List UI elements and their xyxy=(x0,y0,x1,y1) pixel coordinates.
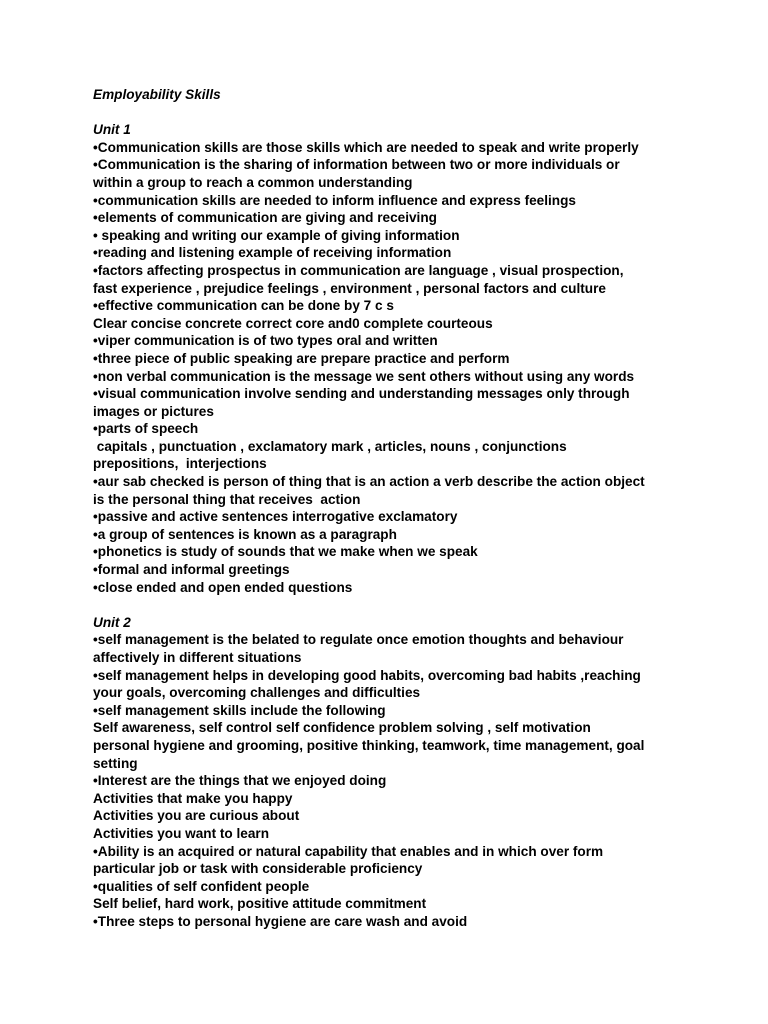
unit2-text-line: Self awareness, self control self confidence problem solving , self motivation xyxy=(93,720,591,736)
unit1-text-line: •visual communication involve sending and understanding messages only through xyxy=(93,386,630,402)
unit-1-heading: Unit 1 xyxy=(93,122,131,138)
unit2-text-line: •self management is the belated to regulate once emotion thoughts and behaviour xyxy=(93,632,624,648)
document-title: Employability Skills xyxy=(93,87,221,102)
unit1-text-line: •phonetics is study of sounds that we make when we speak xyxy=(93,544,478,560)
unit1-text-line: •a group of sentences is known as a paragraph xyxy=(93,526,397,542)
unit1-text-line: •parts of speech xyxy=(93,421,199,437)
unit1-text-line: prepositions, interjections xyxy=(93,456,267,472)
unit1-text-line: capitals , punctuation , exclamatory mark , articles, nouns , conjunctions xyxy=(93,438,567,454)
unit2-text-line: •Three steps to personal hygiene are care wash and avoid xyxy=(93,913,468,929)
unit1-text-line: within a group to reach a common understanding xyxy=(93,174,413,190)
unit1-text-line: •close ended and open ended questions xyxy=(93,579,353,595)
unit-1-content xyxy=(93,139,753,596)
unit2-text-line: •qualities of self confident people xyxy=(93,878,310,894)
unit1-text-line: •passive and active sentences interrogative exclamatory xyxy=(93,509,458,525)
unit1-text-line: fast experience , prejudice feelings , environment , personal factors and culture xyxy=(93,280,606,296)
unit2-text-line: your goals, overcoming challenges and difficulties xyxy=(93,685,421,701)
unit1-text-line: images or pictures xyxy=(93,403,214,419)
unit1-text-line: • speaking and writing our example of giving information xyxy=(93,227,460,243)
unit1-text-line: •reading and listening example of receiving information xyxy=(93,245,452,261)
unit2-text-line: •self management skills include the following xyxy=(93,702,386,718)
document-page xyxy=(93,86,753,931)
unit2-text-line: Activities that make you happy xyxy=(93,790,293,806)
unit1-text-line: Clear concise concrete correct core and0 complete courteous xyxy=(93,315,493,331)
unit1-text-line: •formal and informal greetings xyxy=(93,562,290,578)
unit2-text-line: •Ability is an acquired or natural capability that enables and in which over form xyxy=(93,843,604,859)
unit2-text-line: setting xyxy=(93,755,138,771)
unit2-text-line: personal hygiene and grooming, positive thinking, teamwork, time management, goal xyxy=(93,737,645,753)
unit1-text-line: •three piece of public speaking are prepare practice and perform xyxy=(93,350,510,366)
unit2-text-line: •self management helps in developing good habits, overcoming bad habits ,reaching xyxy=(93,667,641,683)
spacer xyxy=(93,104,753,122)
unit2-text-line: affectively in different situations xyxy=(93,650,302,665)
unit1-text-line: •effective communication can be done by 7 c s xyxy=(93,298,394,314)
unit1-text-line: •aur sab checked is person of thing that is an action a verb describe the action object xyxy=(93,474,645,490)
unit1-text-line: •Communication skills are those skills which are needed to speak and write properly xyxy=(93,139,639,155)
unit2-text-line: •Interest are the things that we enjoyed doing xyxy=(93,773,387,789)
unit1-text-line: •elements of communication are giving and receiving xyxy=(93,210,437,226)
unit1-text-line: •factors affecting prospectus in communication are language , visual prospection, xyxy=(93,262,624,278)
unit2-text-line: Activities you are curious about xyxy=(93,808,300,824)
unit2-text-line: Activities you want to learn xyxy=(93,825,270,841)
unit1-text-line: •Communication is the sharing of information between two or more individuals or xyxy=(93,157,620,173)
unit1-text-line: •non verbal communication is the message we sent others without using any words xyxy=(93,368,635,384)
spacer xyxy=(93,596,753,614)
unit-2-content xyxy=(93,631,753,930)
unit1-text-line: is the personal thing that receives action xyxy=(93,491,361,507)
unit1-text-line: •viper communication is of two types oral and written xyxy=(93,333,438,349)
unit1-text-line: •communication skills are needed to inform influence and express feelings xyxy=(93,192,576,208)
unit2-text-line: particular job or task with considerable proficiency xyxy=(93,861,423,877)
unit-2-heading: Unit 2 xyxy=(93,614,131,630)
unit2-text-line: Self belief, hard work, positive attitude commitment xyxy=(93,896,427,912)
